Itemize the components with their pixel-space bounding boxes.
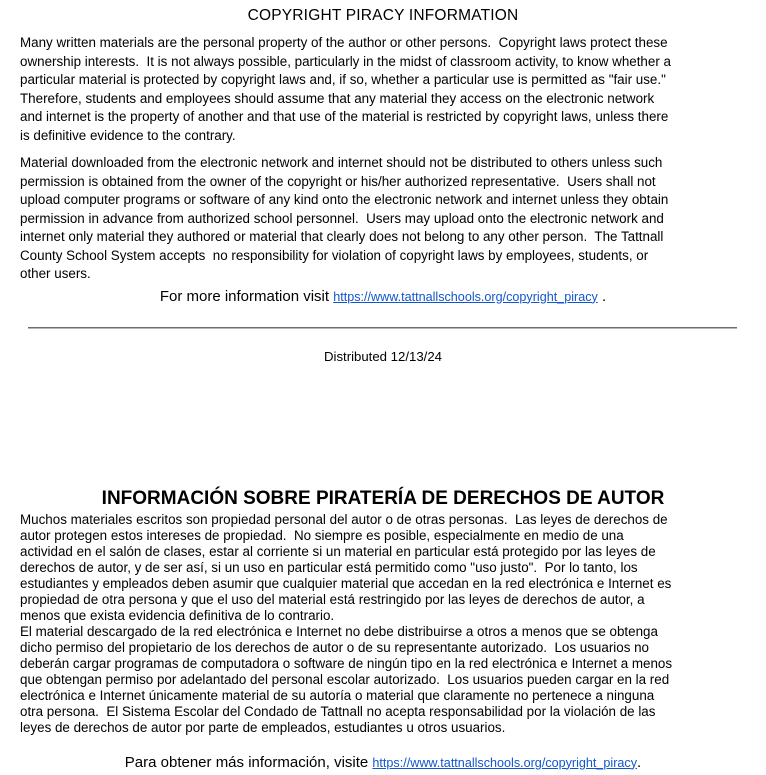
english-paragraph-1: Many written materials are the personal property of the author or other persons. Copyright laws protect these ownership interests. It is not always possible, particularly in the midst of classroom activity, to know whether a particular material is protected by copyright laws and, if so, whether a particular use is permitted as "fair use." Therefore, students and employees should assume that any material they access on the electronic network and internet is the property of another and that use of the material is restricted by copyright laws, unless there is definitive evidence to the contrary.: [20, 35, 671, 143]
spanish-more-info-text: Para obtener más información, visite: [124, 753, 373, 771]
english-more-info-text: For more information visit: [159, 287, 334, 305]
spanish-more-info-line: [0, 753, 766, 773]
distributed-date: Distributed 12/13/24: [323, 348, 443, 364]
spanish-more-info-suffix: .: [637, 753, 642, 771]
english-more-info-suffix: .: [597, 287, 607, 305]
spanish-title: INFORMACIÓN SOBRE PIRATERÍA DE DERECHOS DE AUTOR: [101, 487, 665, 509]
english-copyright-piracy-link[interactable]: https://www.tattnallschools.org/copyright_piracy: [333, 289, 598, 304]
spanish-paragraph: Muchos materiales escritos son propiedad personal del autor o de otras personas. Las leyes de derechos de autor protegen estos intereses de propiedad. No siempre es posible, especialmente en medio de una actividad en el salón de clases, estar al corriente si un material en particular está protegido por las leyes de derechos de autor, y de ser así, si un uso en particular está permitido como "uso justo". Por lo tanto, los estudiantes y empleados deben asumir que cualquier material que accedan en la red electrónica e Internet es propiedad de otra persona y que el uso del material está restringido por las leyes de derechos de autor, a menos que exista evidencia definitiva de lo contrario. El material descargado de la red electrónica e Internet no debe distribuirse a otros a menos que se obtenga dicho permiso del propietario de los derechos de autor o de su representante autorizado. Los usuarios no deberán cargar programas de computadora o software de ningún tipo en la red electrónica e Internet a menos que obtengan permiso por adelantado del personal escolar autorizado. Los usuarios pueden cargar en la red electrónica e Internet únicamente material de su autoría o material que claramente no pertenece a ninguna otra persona. El Sistema Escolar del Condado de Tattnall no acepta responsabilidad por la violación de las leyes de derechos de autor por parte de empleados, estudiantes u otros usuarios.: [20, 511, 673, 735]
english-more-info-line: [0, 287, 766, 307]
horizontal-divider-rule: [28, 327, 737, 329]
english-paragraph-2: Material downloaded from the electronic network and internet should not be distributed to others unless such permission is obtained from the owner of the copyright or his/her authorized representative. Users shall not upload computer programs or software of any kind onto the electronic network and internet unless they obtain permission in advance from authorized school personnel. Users may upload onto the electronic network and internet only material they authored or material that clearly does not belong to any other person. The Tattnall County School System accepts no responsibility for violation of copyright laws by employees, students, or other users.: [20, 155, 669, 281]
english-title: COPYRIGHT PIRACY INFORMATION: [247, 7, 519, 24]
spanish-copyright-piracy-link[interactable]: https://www.tattnallschools.org/copyright_piracy: [372, 755, 638, 770]
